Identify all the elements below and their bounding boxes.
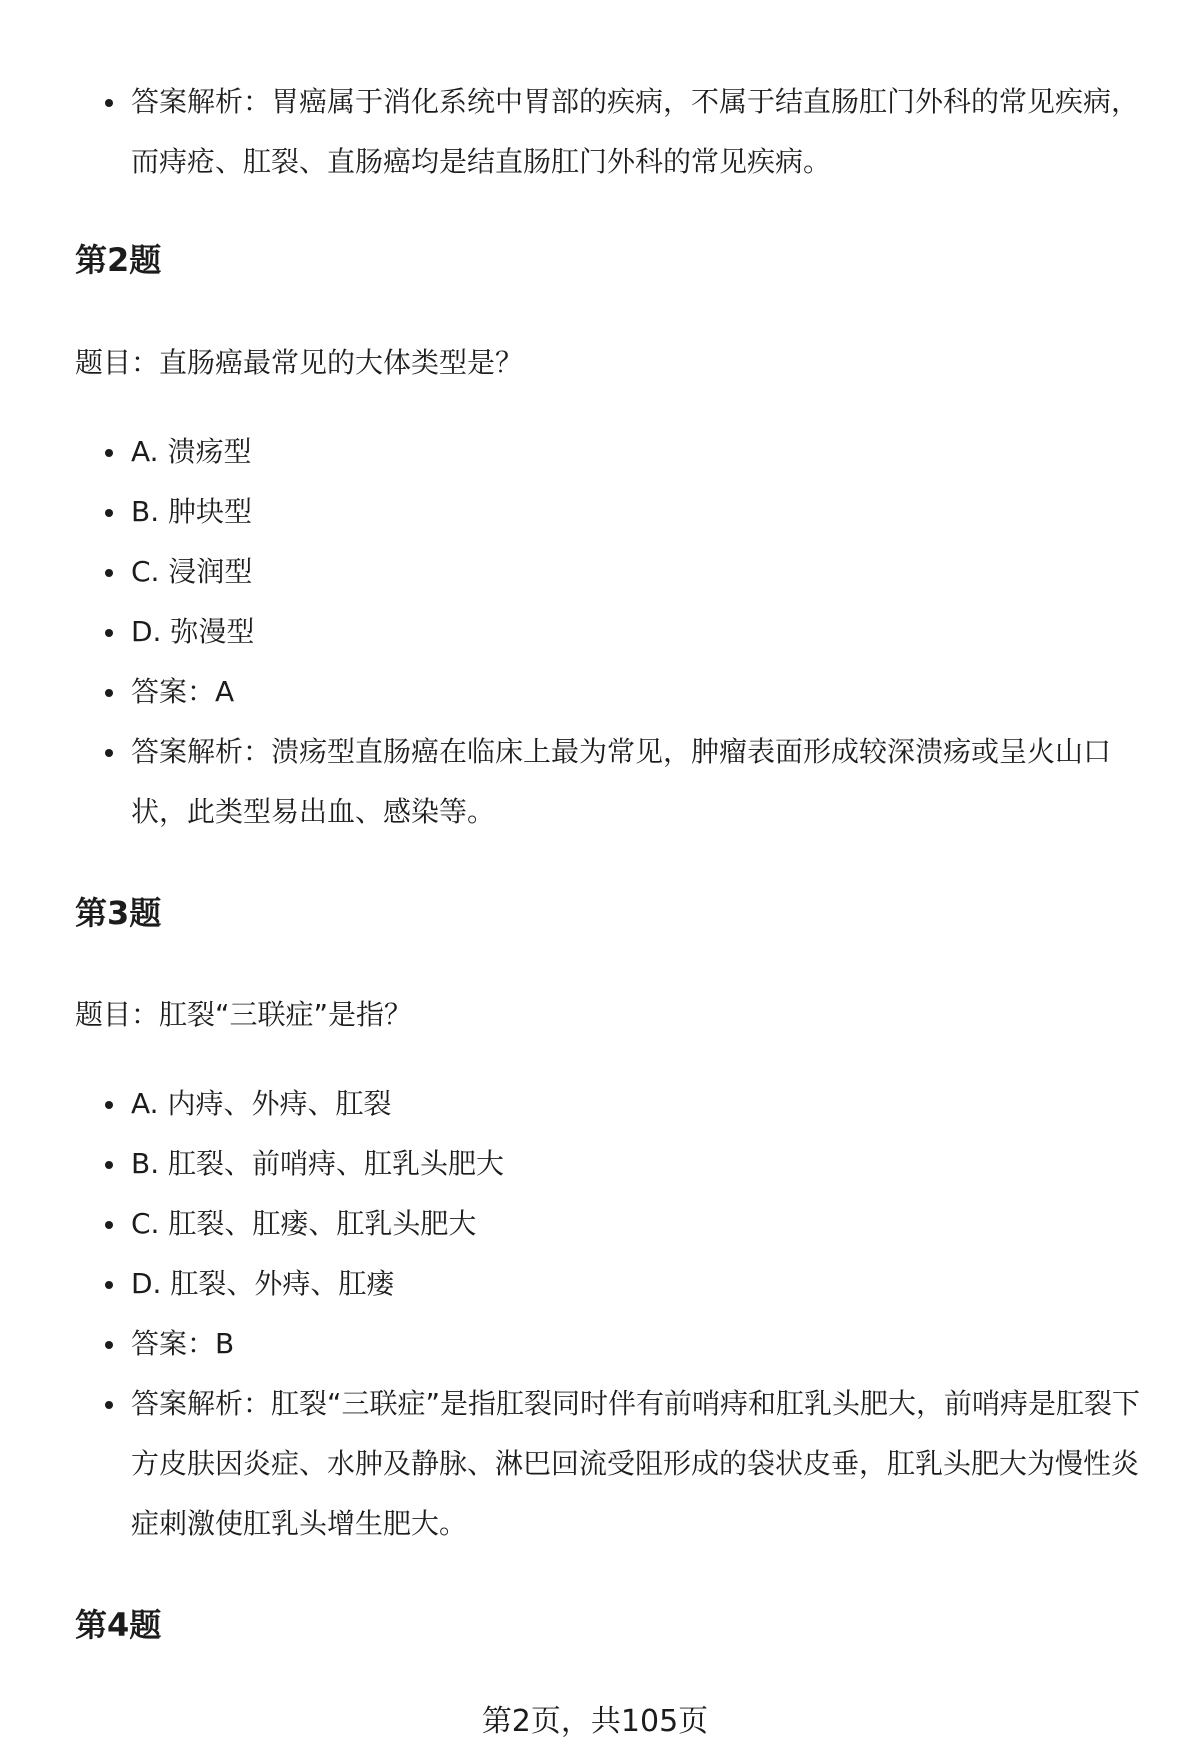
option-c: C. 肛裂、肛瘘、肛乳头肥大 (75, 1194, 1165, 1254)
answer: 答案：B (75, 1314, 1165, 1374)
q3-bullet-list (75, 1074, 1165, 1554)
option-a: A. 溃疡型 (75, 422, 1165, 482)
answer-explanation: 答案解析：溃疡型直肠癌在临床上最为常见，肿瘤表面形成较深溃疡或呈火山口状，此类型易出血、感染等。 (75, 722, 1165, 842)
option-b: B. 肛裂、前哨痔、肛乳头肥大 (75, 1134, 1165, 1194)
answer-explanation: 答案解析：胃癌属于消化系统中胃部的疾病，不属于结直肠肛门外科的常见疾病，而痔疮、肛裂、直肠癌均是结直肠肛门外科的常见疾病。 (75, 72, 1165, 192)
question-4-title: 第4题 (75, 1606, 162, 1644)
answer: 答案：A (75, 662, 1165, 722)
question-3-options (75, 1074, 1165, 1554)
question-2-prompt: 题目：直肠癌最常见的大体类型是？ (75, 346, 524, 379)
option-a: A. 内痔、外痔、肛裂 (75, 1074, 1165, 1134)
page-number: 第2页，共105页 (481, 1704, 709, 1739)
option-d: D. 肛裂、外痔、肛瘘 (75, 1254, 1165, 1314)
option-b: B. 肿块型 (75, 482, 1165, 542)
question-3-prompt: 题目：肛裂“三联症”是指？ (75, 998, 413, 1031)
q2-bullet-list (75, 422, 1165, 842)
question-2-options (75, 422, 1165, 842)
q1-continuation (75, 72, 1165, 192)
question-2-title: 第2题 (75, 241, 162, 279)
option-c: C. 浸润型 (75, 542, 1165, 602)
answer-explanation: 答案解析：肛裂“三联症”是指肛裂同时伴有前哨痔和肛乳头肥大，前哨痔是肛裂下方皮肤因炎症、水肿及静脉、淋巴回流受阻形成的袋状皮垂，肛乳头肥大为慢性炎症刺激使肛乳头增生肥大。 (75, 1374, 1165, 1554)
q1-bullet-list (75, 72, 1165, 192)
option-d: D. 弥漫型 (75, 602, 1165, 662)
question-3-title: 第3题 (75, 894, 162, 932)
